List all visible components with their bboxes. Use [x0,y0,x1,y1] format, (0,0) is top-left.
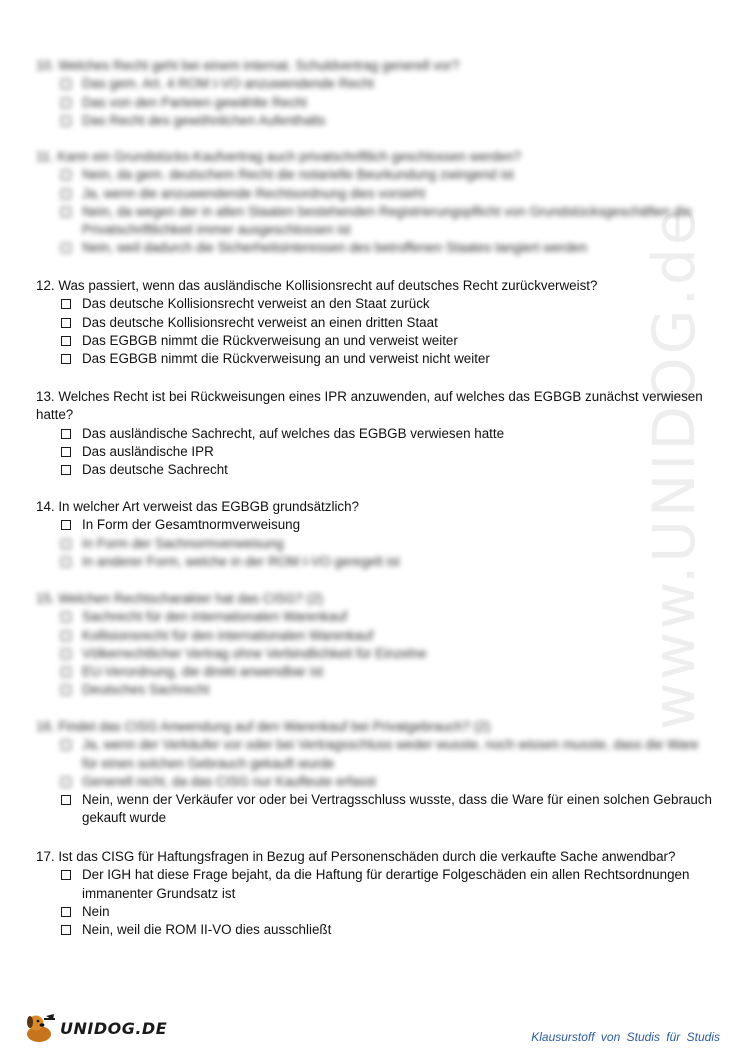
checkbox-icon[interactable] [61,98,71,108]
question-15 [36,590,716,700]
answer-option [61,425,716,443]
question-11 [36,148,716,258]
checkbox-icon[interactable] [61,557,71,567]
question-title: 11. Kann ein Grundstücks-Kaufvertrag auch privatschriftlich geschlossen werden? [36,149,522,164]
answer-option [61,921,716,939]
question-12 [36,277,716,368]
question-title: 15. Welchen Rechtscharakter hat das CISG? (2) [36,591,324,606]
question-16 [36,718,716,828]
checkbox-icon[interactable] [61,79,71,89]
checkbox-icon[interactable] [61,870,71,880]
option-text: Das ausländische IPR [82,443,214,459]
answer-option [61,185,716,203]
checkbox-icon[interactable] [61,777,71,787]
checkbox-icon[interactable] [61,243,71,253]
answer-option [61,295,716,313]
checkbox-icon[interactable] [61,649,71,659]
option-text: In Form der Gesamtnormverweisung [82,517,301,533]
answer-option [61,516,716,534]
checkbox-icon[interactable] [61,907,71,917]
option-text: Das ausländische Sachrecht, auf welches das EGBGB verwiesen hatte [82,425,505,441]
option-text: Nein, da gem. deutschem Recht die notarielle Beurkundung zwingend ist [82,167,514,183]
checkbox-icon[interactable] [61,539,71,549]
answer-option [61,443,716,461]
answer-option [61,627,716,645]
answer-option [61,736,716,773]
checkbox-icon[interactable] [61,685,71,695]
option-text: Der IGH hat diese Frage bejaht, da die Haftung für derartige Folgeschäden ein allen Rechtsordnungen immanenter Grundsatz ist [82,867,690,901]
answer-option [61,773,716,791]
option-text: In anderer Form, welche in der ROM I-VO geregelt ist [82,553,400,569]
checkbox-icon[interactable] [61,465,71,475]
option-text: Nein, wenn der Verkäufer vor oder bei Vertragsschluss wusste, dass die Ware für einen solchen Gebrauch gekauft wurde [82,792,712,826]
answer-option [61,535,716,553]
option-text: Das Recht des gewöhnlichen Aufenthalts [82,112,326,128]
answer-option [61,203,716,240]
option-text: Nein, weil dadurch die Sicherheitsinteressen des betroffenen Staates tangiert werden [82,240,588,256]
checkbox-icon[interactable] [61,612,71,622]
checkbox-icon[interactable] [61,170,71,180]
answer-option [61,314,716,332]
question-13 [36,388,716,479]
logo-text: UNIDOG.DE [60,1018,168,1038]
question-title: 14. In welcher Art verweist das EGBGB grundsätzlich? [36,499,360,514]
option-text: Sachrecht für den internationalen Warenkauf [82,609,348,625]
checkbox-icon[interactable] [61,336,71,346]
answer-option [61,791,716,828]
checkbox-icon[interactable] [61,740,71,750]
answer-option [61,663,716,681]
checkbox-icon[interactable] [61,299,71,309]
option-text: Nein, da wegen der in allen Staaten bestehenden Registrierungspflicht von Grundstücksgeschäften die Privatschriftlichkeit immer ausgeschlossen ist [82,203,692,238]
option-text: Kollisionsrecht für den internationalen Warenkauf [82,627,374,643]
answer-option [61,681,716,699]
answer-option [61,608,716,626]
answer-option [61,553,716,571]
option-text: Völkerrechtlicher Vertrag ohne Verbindlichkeit für Einzelne [82,645,427,661]
option-text: Das von den Parteien gewählte Recht [82,94,307,110]
question-title: 13. Welches Recht ist bei Rückweisungen eines IPR anzuwenden, auf welches das EGBGB zunächst verwiesen hatte? [36,389,703,423]
answer-option [61,75,716,93]
checkbox-icon[interactable] [61,667,71,677]
watermark: www.UNIDOG.de [640,206,708,730]
option-text: EU-Verordnung, die direkt anwendbar ist [82,664,324,680]
option-text: Ja, wenn die anzuwendende Rechtsordnung dies vorsieht [82,185,426,201]
question-17 [36,848,716,939]
question-title: 17. Ist das CISG für Haftungsfragen in Bezug auf Personenschäden durch die verkaufte Sache anwendbar? [36,849,676,864]
checkbox-icon[interactable] [61,207,71,217]
question-title: 16. Findet das CISG Anwendung auf den Warenkauf bei Privatgebrauch? (2) [36,719,491,734]
question-title: 10. Welches Recht geht bei einem internat. Schuldvertrag generell vor? [36,58,460,73]
option-text: Das gem. Art. 4 ROM I-VO anzuwendende Recht [82,76,374,92]
footer-tagline: Klausurstoff von Studis für Studis [531,1030,720,1044]
checkbox-icon[interactable] [61,631,71,641]
answer-option [61,94,716,112]
answer-option [61,461,716,479]
question-14 [36,498,716,571]
checkbox-icon[interactable] [61,318,71,328]
checkbox-icon[interactable] [61,429,71,439]
option-text: Das deutsche Kollisionsrecht verweist an einen dritten Staat [82,314,438,330]
checkbox-icon[interactable] [61,116,71,126]
answer-option [61,239,716,257]
dog-mascot-icon [22,1012,58,1044]
footer-logo[interactable] [22,1012,167,1044]
question-10 [36,57,716,130]
option-text: Deutsches Sachrecht [82,682,210,698]
answer-option [61,903,716,921]
option-text: Das deutsche Kollisionsrecht verweist an den Staat zurück [82,296,430,312]
option-text: In Form der Sachnormverweisung [82,535,284,551]
option-text: Nein, weil die ROM II-VO dies ausschließt [82,922,332,938]
option-text: Das EGBGB nimmt die Rückverweisung an und verweist nicht weiter [82,351,490,367]
answer-option [61,112,716,130]
question-title: 12. Was passiert, wenn das ausländische Kollisionsrecht auf deutsches Recht zurückverweist? [36,278,598,293]
option-text: Generell nicht, da das CISG nur Kaufleute erfasst [82,773,377,789]
answer-option [61,350,716,368]
answer-option [61,332,716,350]
option-text: Nein [82,903,110,919]
answer-option [61,166,716,184]
option-text: Das EGBGB nimmt die Rückverweisung an und verweist weiter [82,332,458,348]
checkbox-icon[interactable] [61,520,71,530]
checkbox-icon[interactable] [61,925,71,935]
checkbox-icon[interactable] [61,447,71,457]
checkbox-icon[interactable] [61,189,71,199]
checkbox-icon[interactable] [61,354,71,364]
answer-option [61,645,716,663]
option-text: Ja, wenn der Verkäufer vor oder bei Vertragsschluss weder wusste, noch wissen musste, dass die Ware für einen solchen Gebrauch gekauft wurde [82,737,699,771]
checkbox-icon[interactable] [61,795,71,805]
option-text: Das deutsche Sachrecht [82,462,228,478]
answer-option [61,866,716,903]
